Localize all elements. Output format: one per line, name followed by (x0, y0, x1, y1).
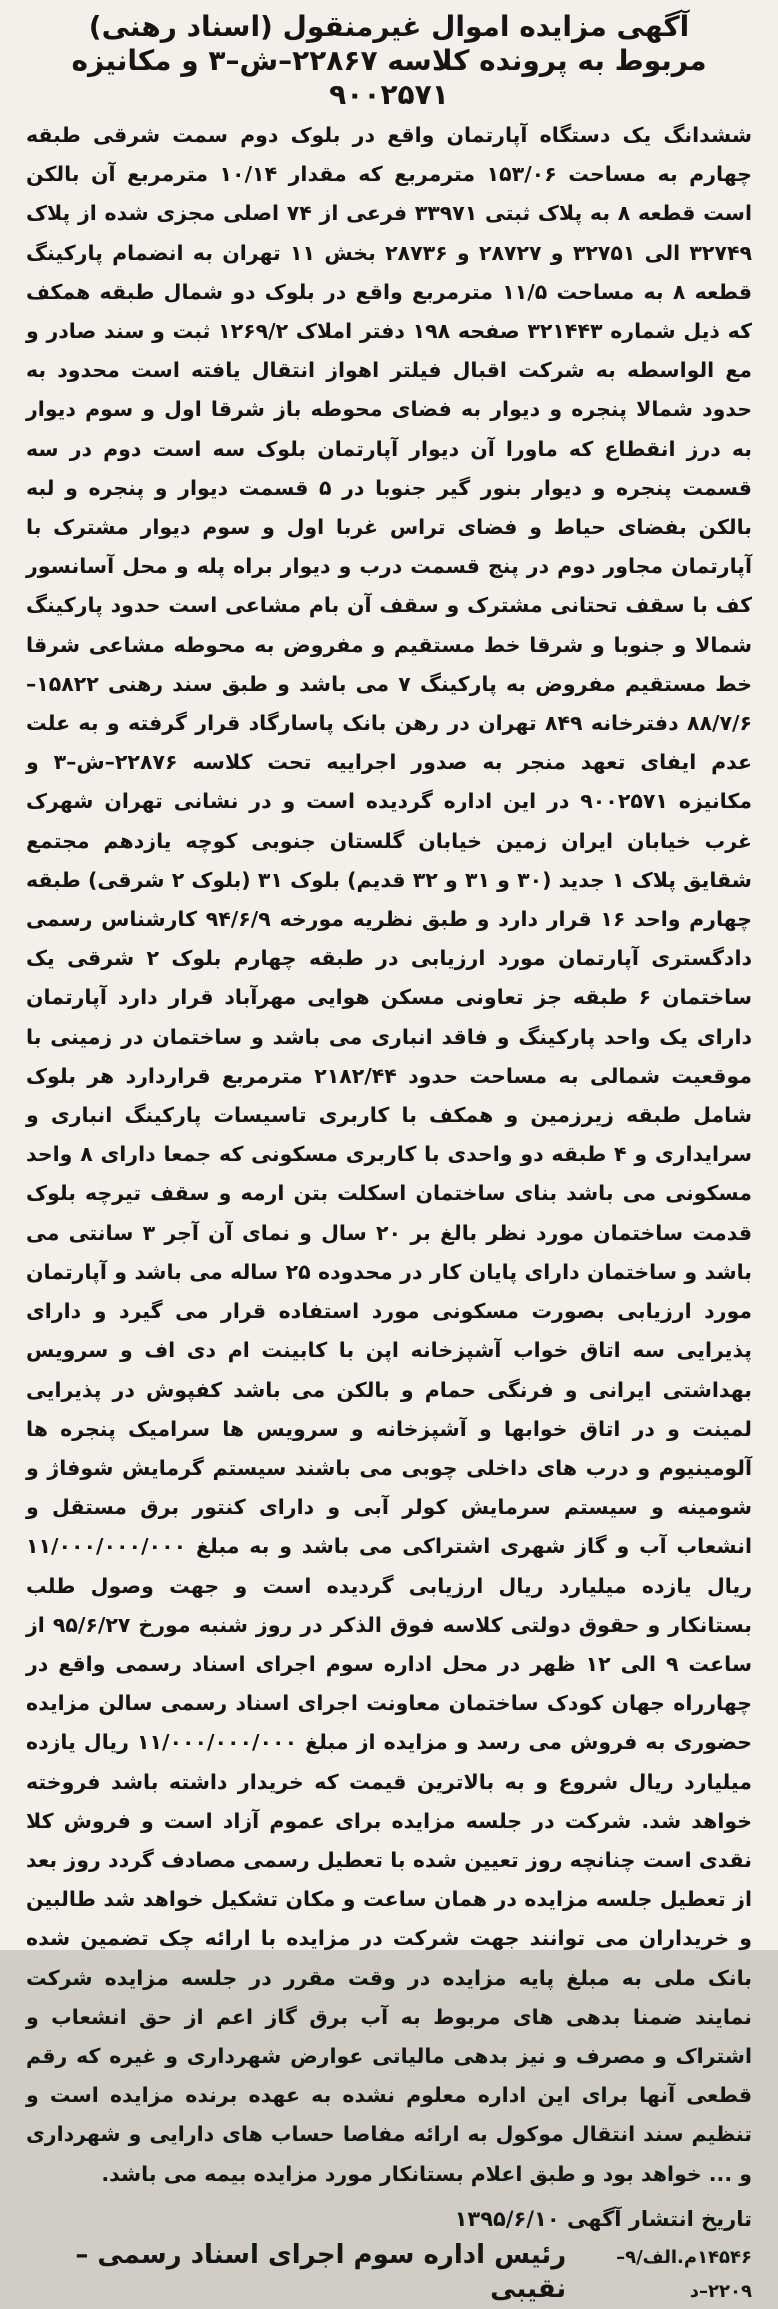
signature-row (26, 2238, 752, 2309)
notice-title: آگهی مزایده اموال غیرمنقول (اسناد رهنی) (88, 10, 690, 43)
notice-subtitle: مربوط به پرونده کلاسه ۲۲۸۶۷–ش–۳ و مکانیزه ۹۰۰۲۵۷۱ (71, 44, 707, 111)
publish-date: تاریخ انتشار آگهی ۱۳۹۵/۶/۱۰ (454, 2206, 752, 2231)
signature: رئیس اداره سوم اجرای اسناد رسمی – نقیبی (75, 2239, 567, 2304)
notice-body: ششدانگ یک دستگاه آپارتمان واقع در بلوک دوم سمت شرقی طبقه چهارم به مساحت ۱۵۳/۰۶ مترمربع که مقدار ۱۰/۱۴ مترمربع آن بالکن است قطعه ۸ به پلاک ثبتی ۳۳۹۷۱ فرعی از ۷۴ اصلی مجزی شده از پلاک ۳۲۷۴۹ الی ۳۲۷۵۱ و ۲۸۷۲۷ و ۲۸۷۳۶ بخش ۱۱ تهران به انضمام پارکینگ قطعه ۸ به مساحت ۱۱/۵ مترمربع واقع در بلوک دو شمال طبقه همکف که ذیل شماره ۳۲۱۴۴۳ صفحه ۱۹۸ دفتر املاک ۱۲۶۹/۲ ثبت و سند صادر و مع الواسطه به شرکت اقبال فیلتر اهواز انتقال یافته است محدود به حدود شمالا پنجره و دیوار به فضای محوطه باز شرقا اول و سوم دیوار به درز انقطاع که ماورا آن دیوار آپارتمان بلوک سه است دوم در سه قسمت پنجره و دیوار بنور گیر جنوبا در ۵ قسمت دیوار و پنجره و لبه بالکن بفضای حیاط و فضای تراس غربا اول و سوم دیوار مشترک با آپارتمان مجاور دوم در پنج قسمت درب و دیوار براه پله و محل آسانسور کف با سقف تحتانی مشترک و سقف آن بام مشاعی است حدود پارکینگ شمالا و جنوبا و شرقا خط مستقیم و مفروض به محوطه مشاعی شرقا خط مستقیم مفروض به پارکینگ ۷ می باشد و طبق سند رهنی ۱۵۸۲۲–۸۸/۷/۶ دفترخانه ۸۴۹ تهران در رهن بانک پاسارگاد قرار گرفته و به علت عدم ایفای تعهد منجر به صدور اجراییه تحت کلاسه ۲۲۸۷۶–ش–۳ و مکانیزه ۹۰۰۲۵۷۱ در این اداره گردیده است و در نشانی تهران شهرک غرب خیابان ایران زمین خیابان گلستان جنوبی کوچه یازدهم مجتمع شقایق پلاک ۱ جدید (۳۰ و ۳۱ و ۳۲ قدیم) بلوک ۳۱ (بلوک ۲ شرقی) طبقه چهارم واحد ۱۶ قرار دارد و طبق نظریه مورخه ۹۴/۶/۹ کارشناس رسمی دادگستری آپارتمان مورد ارزیابی در طبقه چهارم بلوک ۲ شرقی یک ساختمان ۶ طبقه جز تعاونی مسکن هوایی مهرآباد قرار دارد آپارتمان دارای یک واحد پارکینگ و فاقد انباری می باشد و ساختمان در زمینی با موقعیت شمالی به مساحت حدود ۲۱۸۲/۴۴ مترمربع قراردارد هر بلوک شامل طبقه زیرزمین و همکف با کاربری تاسیسات پارکینگ انباری و سرایداری و ۴ طبقه دو واحدی با کاربری مسکونی که جمعا دارای ۸ واحد مسکونی می باشد بنای ساختمان اسکلت بتن ارمه و سقف تیرچه بلوک قدمت ساختمان مورد نظر بالغ بر ۲۰ سال و نمای آن آجر ۳ سانتی می باشد و ساختمان دارای پایان کار در محدوده ۲۵ ساله می باشد و آپارتمان مورد ارزیابی بصورت مسکونی مورد استفاده قرار می گیرد و دارای پذیرایی سه اتاق خواب آشپزخانه اپن با کابینت ام دی اف و سرویس بهداشتی ایرانی و فرنگی حمام و بالکن می باشد کفپوش در پذیرایی لمینت و در اتاق خوابها و آشپزخانه و سرویس ها سرامیک پنجره ها آلومینیوم و درب های داخلی چوبی می باشند سیستم گرمایش شوفاژ و شومینه و سیستم سرمایش کولر آبی و دارای کنتور برق مستقل و انشعاب آب و گاز شهری اشتراکی می باشد و به مبلغ ۱۱/۰۰۰/۰۰۰/۰۰۰ ریال یازده میلیارد ریال ارزیابی گردیده است و جهت وصول طلب بستانکار و حقوق دولتی کلاسه فوق الذکر در روز شنبه مورخ ۹۵/۶/۲۷ از ساعت ۹ الی ۱۲ ظهر در محل اداره سوم اجرای اسناد رسمی واقع در چهارراه جهان کودک ساختمان معاونت اجرای اسناد رسمی سالن مزایده حضوری به فروش می رسد و مزایده از مبلغ ۱۱/۰۰۰/۰۰۰/۰۰۰ ریال یازده میلیارد ریال شروع و به بالاترین قیمت که خریدار داشته باشد فروخته خواهد شد. شرکت در جلسه مزایده برای عموم آزاد است و فروش کلا نقدی است چنانچه روز تعیین شده با تعطیل رسمی مصادف گردد روز بعد از تعطیل جلسه مزایده در همان ساعت و مکان تشکیل خواهد شد طالبین و خریداران می توانند جهت شرکت در مزایده با ارائه چک تضمین شده بانک ملی به مبلغ پایه مزایده در وقت مقرر در جلسه مزایده شرکت نمایند ضمنا بدهی های مربوط به آب برق گاز اعم از حق انشعاب و اشتراک و مصرف و نیز بدهی مالیاتی عوارض شهرداری و غیره که رقم قطعی آنها برای این اداره معلوم نشده به عهده برنده مزایده است و تنظیم سند انتقال موکول به ارائه مفاصا حساب های دارایی و شهرداری و ... خواهد بود و طبق اعلام بستانکار مورد مزایده بیمه می باشد. (26, 123, 753, 2186)
reference-code: ۱۴۵۴۶م.الف/۹–۲۲۰۹–د (616, 2246, 752, 2302)
